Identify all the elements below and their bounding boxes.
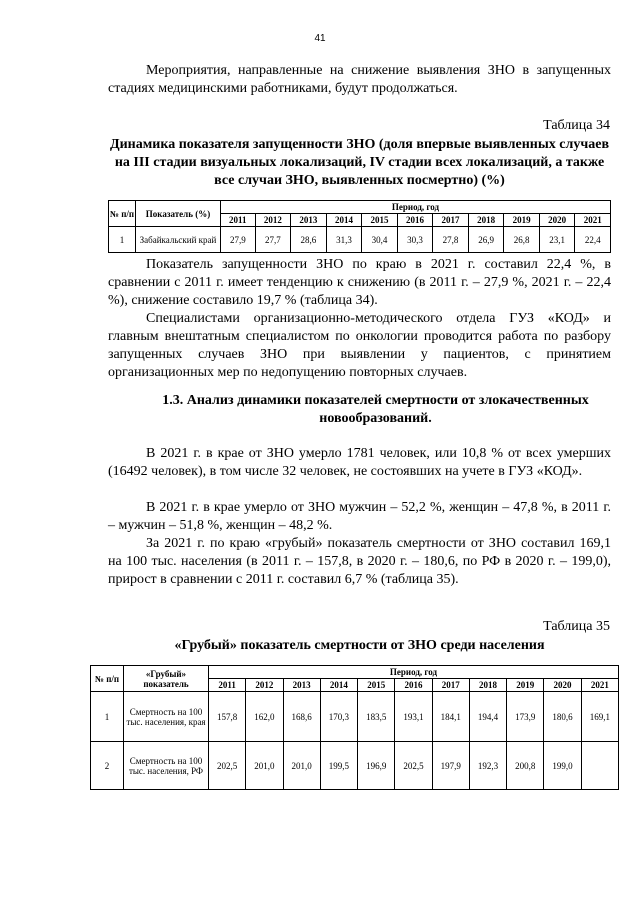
table35-col-indicator: «Грубый» показатель <box>124 666 209 692</box>
table34-year: 2011 <box>221 214 256 227</box>
table-row <box>91 742 619 790</box>
paragraph-kod-specialists: Специалистами организационно-методического отдела ГУЗ «КОД» и главным внештатным специалистом по онкологии проводится работа по разбору запущенных случаев ЗНО при выявлении у пациентов, с принятием организационных мер по недопущению повторных случаев. <box>108 311 611 380</box>
row-num: 1 <box>91 692 124 742</box>
row-value: 193,1 <box>395 692 432 742</box>
row-value: 202,5 <box>209 742 246 790</box>
table34-year: 2012 <box>255 214 291 227</box>
table35-year: 2019 <box>507 679 544 692</box>
row-value: 200,8 <box>507 742 544 790</box>
table34-year: 2016 <box>397 214 433 227</box>
row-value: 31,3 <box>326 227 362 253</box>
row-value: 199,0 <box>544 742 581 790</box>
row-value: 23,1 <box>539 227 575 253</box>
row-value: 30,4 <box>362 227 398 253</box>
intro-paragraph: Мероприятия, направленные на снижение выявления ЗНО в запущенных стадиях медицинскими работниками, будут продолжаться. <box>108 63 611 96</box>
table35-year: 2017 <box>432 679 469 692</box>
row-value: 194,4 <box>469 692 506 742</box>
row-value: 201,0 <box>246 742 283 790</box>
table35-caption: Таблица 35 <box>543 619 610 634</box>
table34-year: 2019 <box>504 214 540 227</box>
row-value <box>581 742 618 790</box>
table35-year: 2020 <box>544 679 581 692</box>
row-value: 168,6 <box>283 692 320 742</box>
table34-year: 2018 <box>468 214 504 227</box>
paragraph-mortality-rate: За 2021 г. по краю «грубый» показатель смертности от ЗНО составил 169,1 на 100 тыс. населения (в 2011 г. – 157,8, в 2020 г. – 180,6, по РФ в 2020 г. – 199,0), прирост в сравнении с 2011 г. составил 6,7 % (таблица 35). <box>108 536 611 587</box>
row-value: 26,9 <box>468 227 504 253</box>
row-label: Смертность на 100 тыс. населения, края <box>124 692 209 742</box>
table35-year: 2018 <box>469 679 506 692</box>
table-row <box>109 227 611 253</box>
table35-title: «Грубый» показатель смертности от ЗНО среди населения <box>174 638 545 653</box>
table34 <box>108 200 611 253</box>
table34-col-indicator: Показатель (%) <box>136 201 221 227</box>
row-value: 199,5 <box>320 742 357 790</box>
row-value: 202,5 <box>395 742 432 790</box>
table35-year: 2013 <box>283 679 320 692</box>
table34-caption: Таблица 34 <box>543 118 610 133</box>
row-value: 192,3 <box>469 742 506 790</box>
table34-year: 2021 <box>575 214 611 227</box>
table34-year: 2015 <box>362 214 398 227</box>
table34-title: Динамика показателя запущенности ЗНО (доля впервые выявленных случаев на III стадии визуальных локализаций, IV стадии всех локализаций, а также все случаи ЗНО, выявленных посмертно) (%) <box>109 137 610 188</box>
table35-col-num: № п/п <box>91 666 124 692</box>
paragraph-mortality-total: В 2021 г. в крае от ЗНО умерло 1781 человек, или 10,8 % от всех умерших (16492 человек), в том числе 32 человек, не состоявших на учете в ГУЗ «КОД». <box>108 446 611 479</box>
table35-year: 2012 <box>246 679 283 692</box>
table35-year: 2011 <box>209 679 246 692</box>
page-number: 41 <box>314 33 326 44</box>
table35-year: 2016 <box>395 679 432 692</box>
row-label: Забайкальский край <box>136 227 221 253</box>
row-value: 169,1 <box>581 692 618 742</box>
table34-year: 2013 <box>291 214 327 227</box>
table35-year: 2014 <box>320 679 357 692</box>
row-value: 173,9 <box>507 692 544 742</box>
row-value: 28,6 <box>291 227 327 253</box>
row-value: 196,9 <box>358 742 395 790</box>
table34-year: 2020 <box>539 214 575 227</box>
table35-year: 2015 <box>358 679 395 692</box>
row-num: 2 <box>91 742 124 790</box>
table35-year: 2021 <box>581 679 618 692</box>
row-value: 27,8 <box>433 227 469 253</box>
table-row <box>91 692 619 742</box>
row-value: 197,9 <box>432 742 469 790</box>
table35 <box>90 665 619 790</box>
row-num: 1 <box>109 227 136 253</box>
row-value: 183,5 <box>358 692 395 742</box>
table34-col-period: Период, год <box>221 201 611 214</box>
row-value: 162,0 <box>246 692 283 742</box>
row-value: 180,6 <box>544 692 581 742</box>
table35-col-period: Период, год <box>209 666 619 679</box>
table34-year: 2017 <box>433 214 469 227</box>
row-value: 170,3 <box>320 692 357 742</box>
table34-col-num: № п/п <box>109 201 136 227</box>
section-heading: 1.3. Анализ динамики показателей смертности от злокачественных новообразований. <box>162 393 589 426</box>
row-value: 26,8 <box>504 227 540 253</box>
row-value: 157,8 <box>209 692 246 742</box>
row-value: 30,3 <box>397 227 433 253</box>
paragraph-zno-neglect: Показатель запущенности ЗНО по краю в 2021 г. составил 22,4 %, в сравнении с 2011 г. имеет тенденцию к снижению (в 2011 г. – 27,9 %, 2021 г. – 22,4 %), снижение составило 19,7 % (таблица 34). <box>108 257 611 308</box>
paragraph-mortality-gender: В 2021 г. в крае умерло от ЗНО мужчин – 52,2 %, женщин – 47,8 %, в 2011 г. – мужчин – 51,8 %, женщин – 48,2 %. <box>108 500 611 533</box>
row-label: Смертность на 100 тыс. населения, РФ <box>124 742 209 790</box>
row-value: 201,0 <box>283 742 320 790</box>
row-value: 27,9 <box>221 227 256 253</box>
row-value: 27,7 <box>255 227 291 253</box>
table34-year: 2014 <box>326 214 362 227</box>
row-value: 22,4 <box>575 227 611 253</box>
row-value: 184,1 <box>432 692 469 742</box>
